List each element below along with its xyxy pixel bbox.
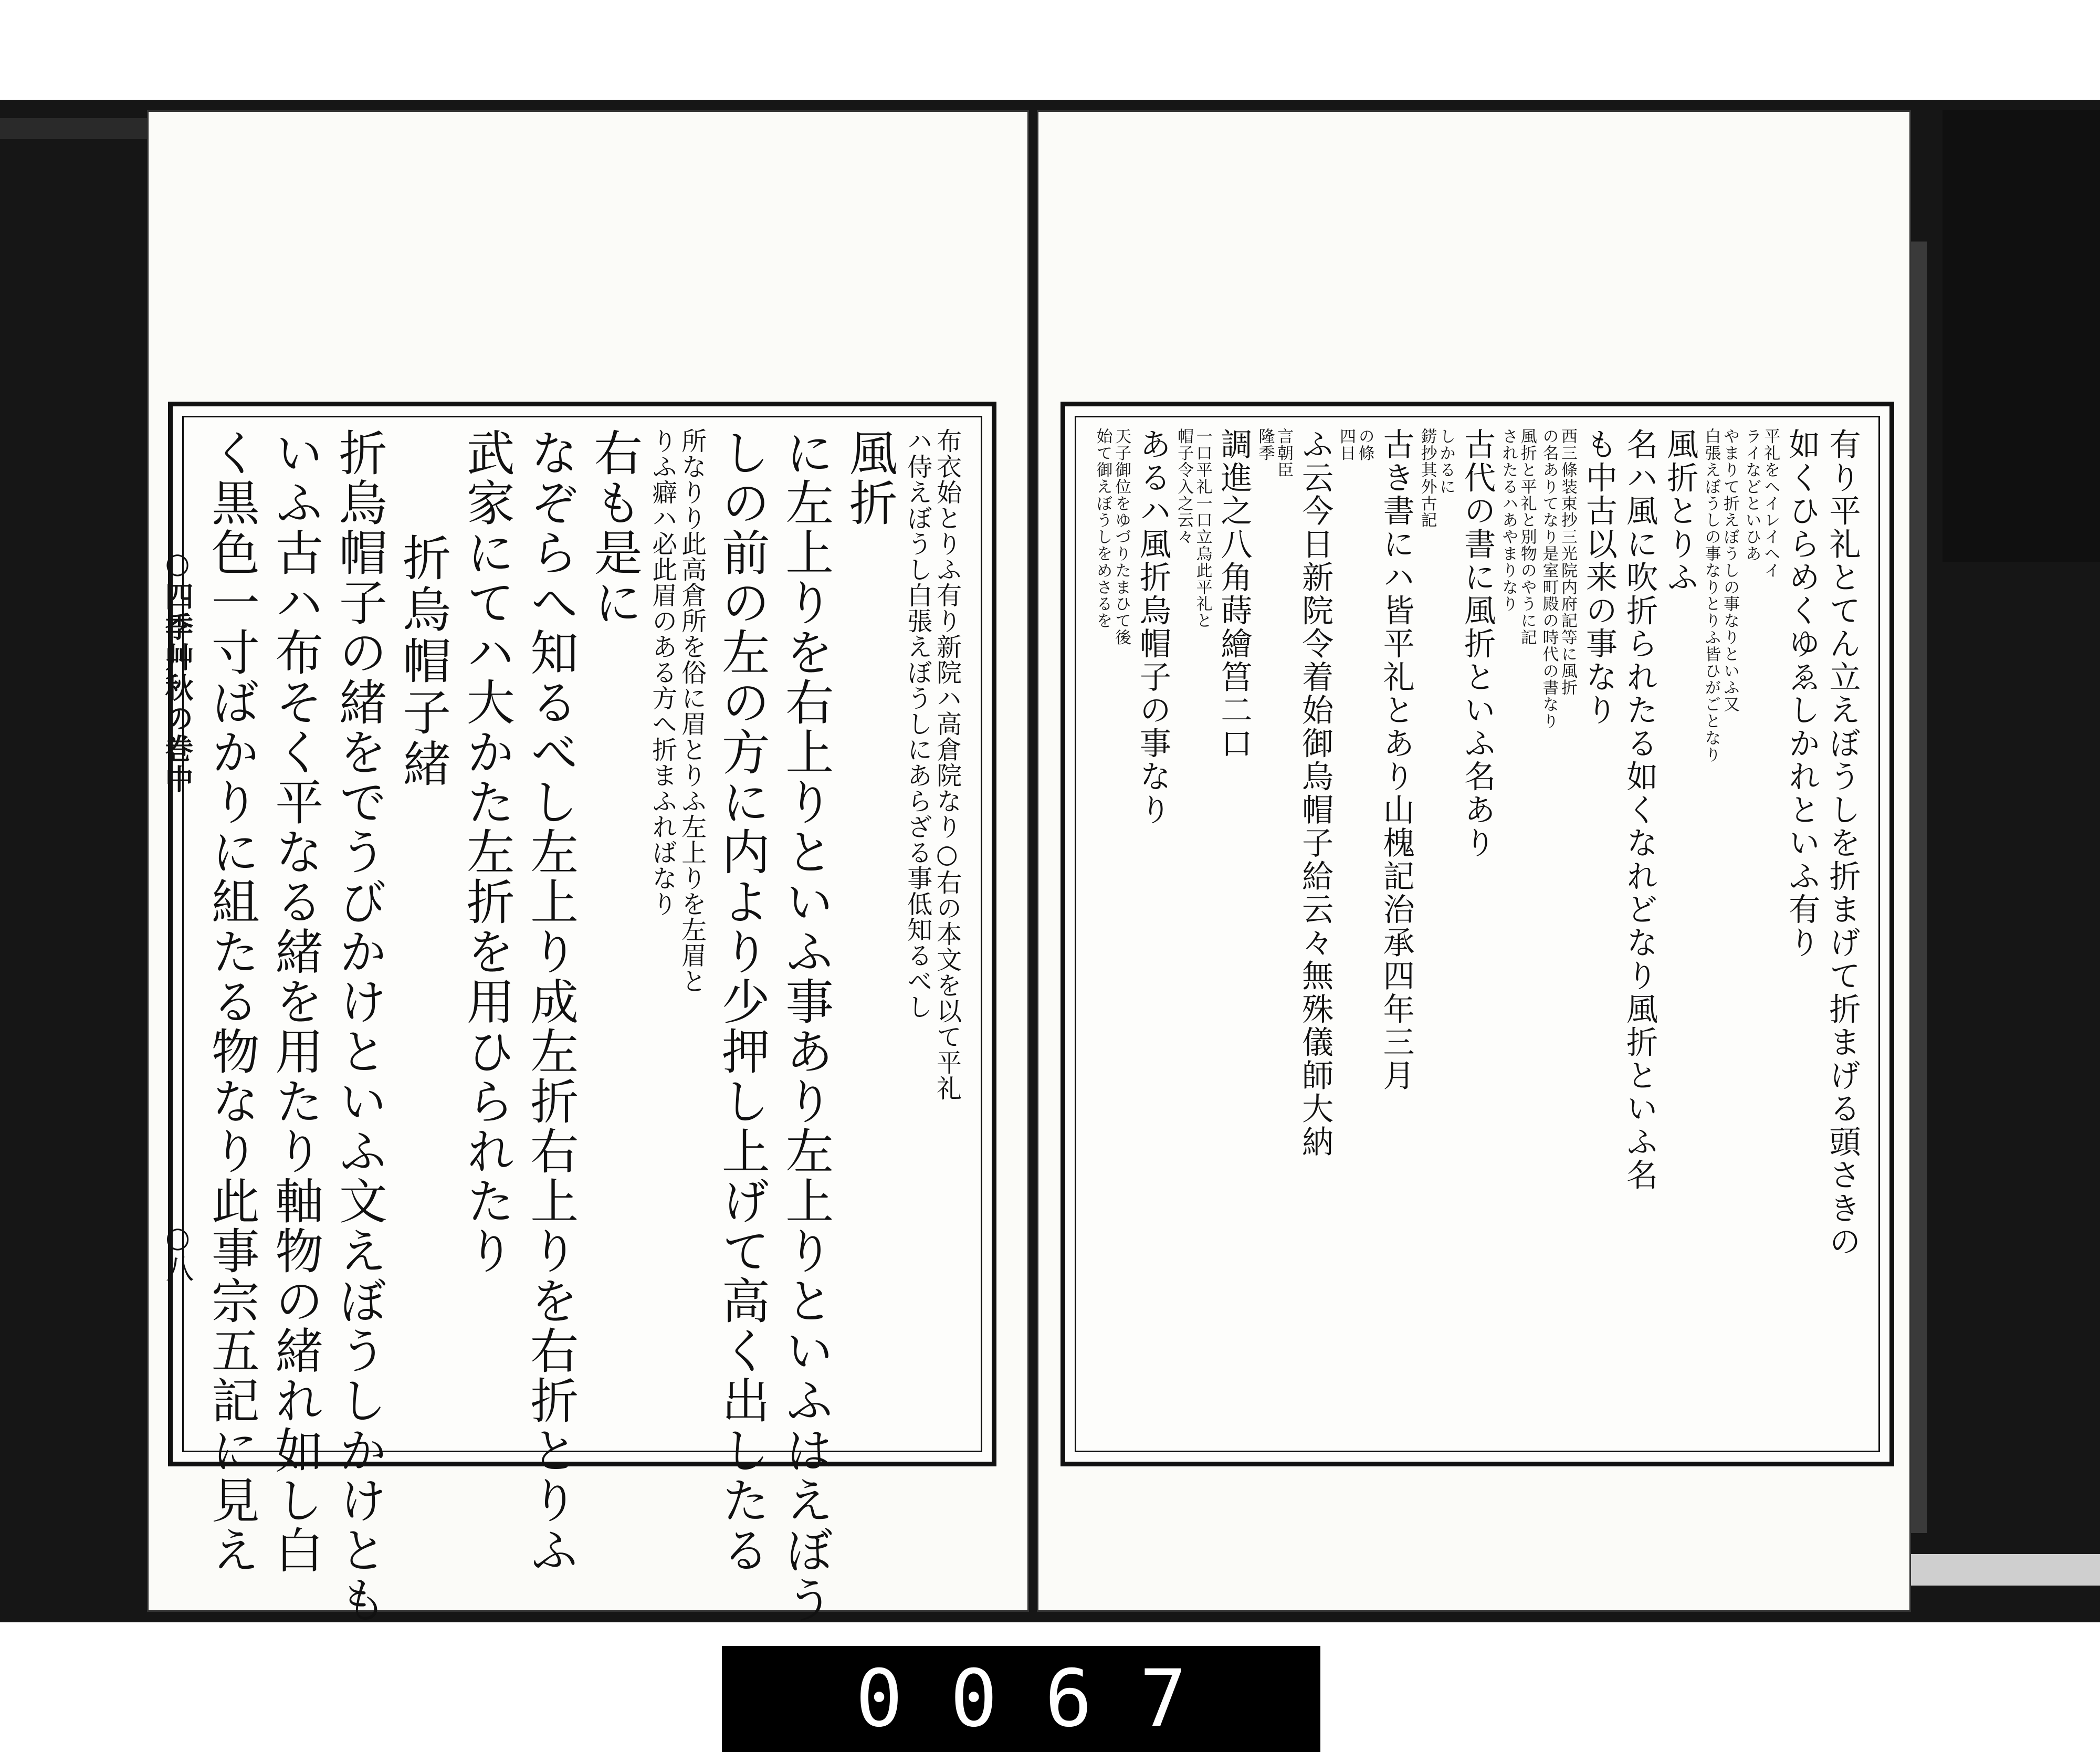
left-inner-border — [182, 416, 982, 1625]
text-column: に左上りを右上りといふ事あり左上りといふはえぼう — [778, 428, 834, 1625]
annotation-line: やまりて折えぼうしの事なりといふ又 — [1720, 428, 1740, 713]
annotation-pair — [1498, 417, 1538, 1451]
annotation-line: の條 — [1355, 428, 1374, 461]
text-column: 折烏帽子の緒をでうびかけといふ文えぼうしかけとも — [331, 428, 387, 1625]
text-column: 調進之八角蒔繪筥二口 — [1215, 428, 1253, 760]
annotation-line: 一口平礼一口立烏此平礼と — [1193, 428, 1212, 629]
text-column: 名ハ風に吹折られたる如くなれどなり風折といふ名 — [1621, 428, 1658, 1192]
annotation-line: 風折と平礼と別物のやうに記 — [1517, 428, 1537, 646]
annotation-pair — [1741, 417, 1781, 1451]
right-columns — [1076, 417, 1878, 1451]
annotation-line: 四日 — [1337, 428, 1356, 461]
right-inner-border — [1075, 416, 1880, 1452]
text-column: 如くひらめくゆゑしかれといふ有り — [1783, 428, 1821, 960]
annotation-line: しかるに — [1436, 428, 1456, 495]
section-heading: 折烏帽子緒 — [395, 533, 452, 790]
annotation-pair — [1538, 417, 1579, 1451]
right-text-frame — [1060, 402, 1894, 1466]
annotation-line: 天子御位をゆづりたまひて後 — [1112, 428, 1131, 646]
annotation-line: ライなどといひあ — [1742, 428, 1761, 562]
right-page — [1037, 110, 1911, 1612]
text-column: 古き書にハ皆平礼とあり山槐記治承四年三月 — [1378, 428, 1415, 1093]
left-page — [147, 110, 1029, 1625]
annotation-line: ハ侍えぼうし白張えぼうしにあらざる事低知るべし — [902, 428, 932, 1020]
page-no-text: ○八 — [161, 1221, 194, 1282]
annotation-line: されたるハあやまりなり — [1499, 428, 1518, 612]
left-text-frame — [168, 402, 996, 1625]
annotation-line: りふ癖ハ必此眉のある方へ折まふればなり — [647, 428, 677, 917]
left-margin-title — [158, 546, 198, 795]
text-column: 右も是に — [586, 428, 643, 627]
annotation-line: 白張えぼうしの事なりとりふ皆ひがごとなり — [1702, 428, 1721, 763]
annotation-line: 言朝臣 — [1274, 428, 1294, 478]
annotation-pair — [1173, 417, 1214, 1451]
annotation-pair — [1336, 417, 1376, 1451]
text-column: 有り平礼とてん立えぼうしを折まげて折まげる頭さきの — [1824, 428, 1861, 1258]
text-column: 武家にてハ大かた左折を用ひられたり — [458, 428, 515, 1276]
text-column: く黒色一寸ばかりに組たる物なり此事宗五記に見え — [203, 428, 260, 1575]
annotation-line: 布衣始とりふ有り新院ハ高倉院なり○右の本文を以て平礼 — [932, 428, 962, 1101]
annotation-line: 錺抄其外古記 — [1418, 428, 1437, 529]
text-column: も中古以来の事なり — [1580, 428, 1618, 727]
text-column: 風折 — [841, 428, 898, 528]
left-columns — [184, 417, 981, 1625]
left-page-no — [158, 1221, 198, 1282]
margin-title-text: ○四季艸秋の巻中 — [161, 546, 194, 795]
text-column: なぞらへ知るべし左上り成左折右上りを右折とりふ — [522, 428, 579, 1575]
page-number-label — [722, 1646, 1320, 1752]
annotation-line: 所なりり此高倉所を俗に眉とりふ左上りを左眉と — [677, 428, 707, 994]
page-number-text: 0067 — [855, 1653, 1234, 1745]
annotation-line: 隆季 — [1255, 428, 1275, 461]
text-column: しの前の左の方に内より少押し上げて高く出したる — [713, 428, 770, 1575]
annotation-line: の名ありてなり是室町殿の時代の書なり — [1539, 428, 1559, 730]
text-column: 古代の書に風折といふ名あり — [1459, 428, 1496, 860]
annotation-line: 西三條装束抄三光院内府記等に風折 — [1558, 428, 1577, 696]
text-column: いふ古ハ布そく平なる緒を用たり軸物の緒れ如し白 — [267, 428, 324, 1575]
annotation-pair — [1700, 417, 1741, 1451]
annotation-pair — [901, 417, 965, 1451]
annotation-pair — [646, 417, 710, 1451]
text-column: あるハ風折烏帽子の事なり — [1135, 428, 1172, 827]
annotation-line: 平礼をヘイレイヘイ — [1761, 428, 1780, 579]
annotation-pair — [1416, 417, 1457, 1451]
annotation-pair — [1092, 417, 1132, 1451]
annotation-line: 始て御えぼうしをめさるを — [1093, 428, 1112, 629]
annotation-pair — [1254, 417, 1295, 1451]
text-column: 風折とりふ — [1662, 428, 1699, 594]
annotation-line: 帽子令入之云々 — [1174, 428, 1194, 545]
text-column: ふ云今日新院令着始御烏帽子給云々無殊儀師大納 — [1297, 428, 1334, 1159]
